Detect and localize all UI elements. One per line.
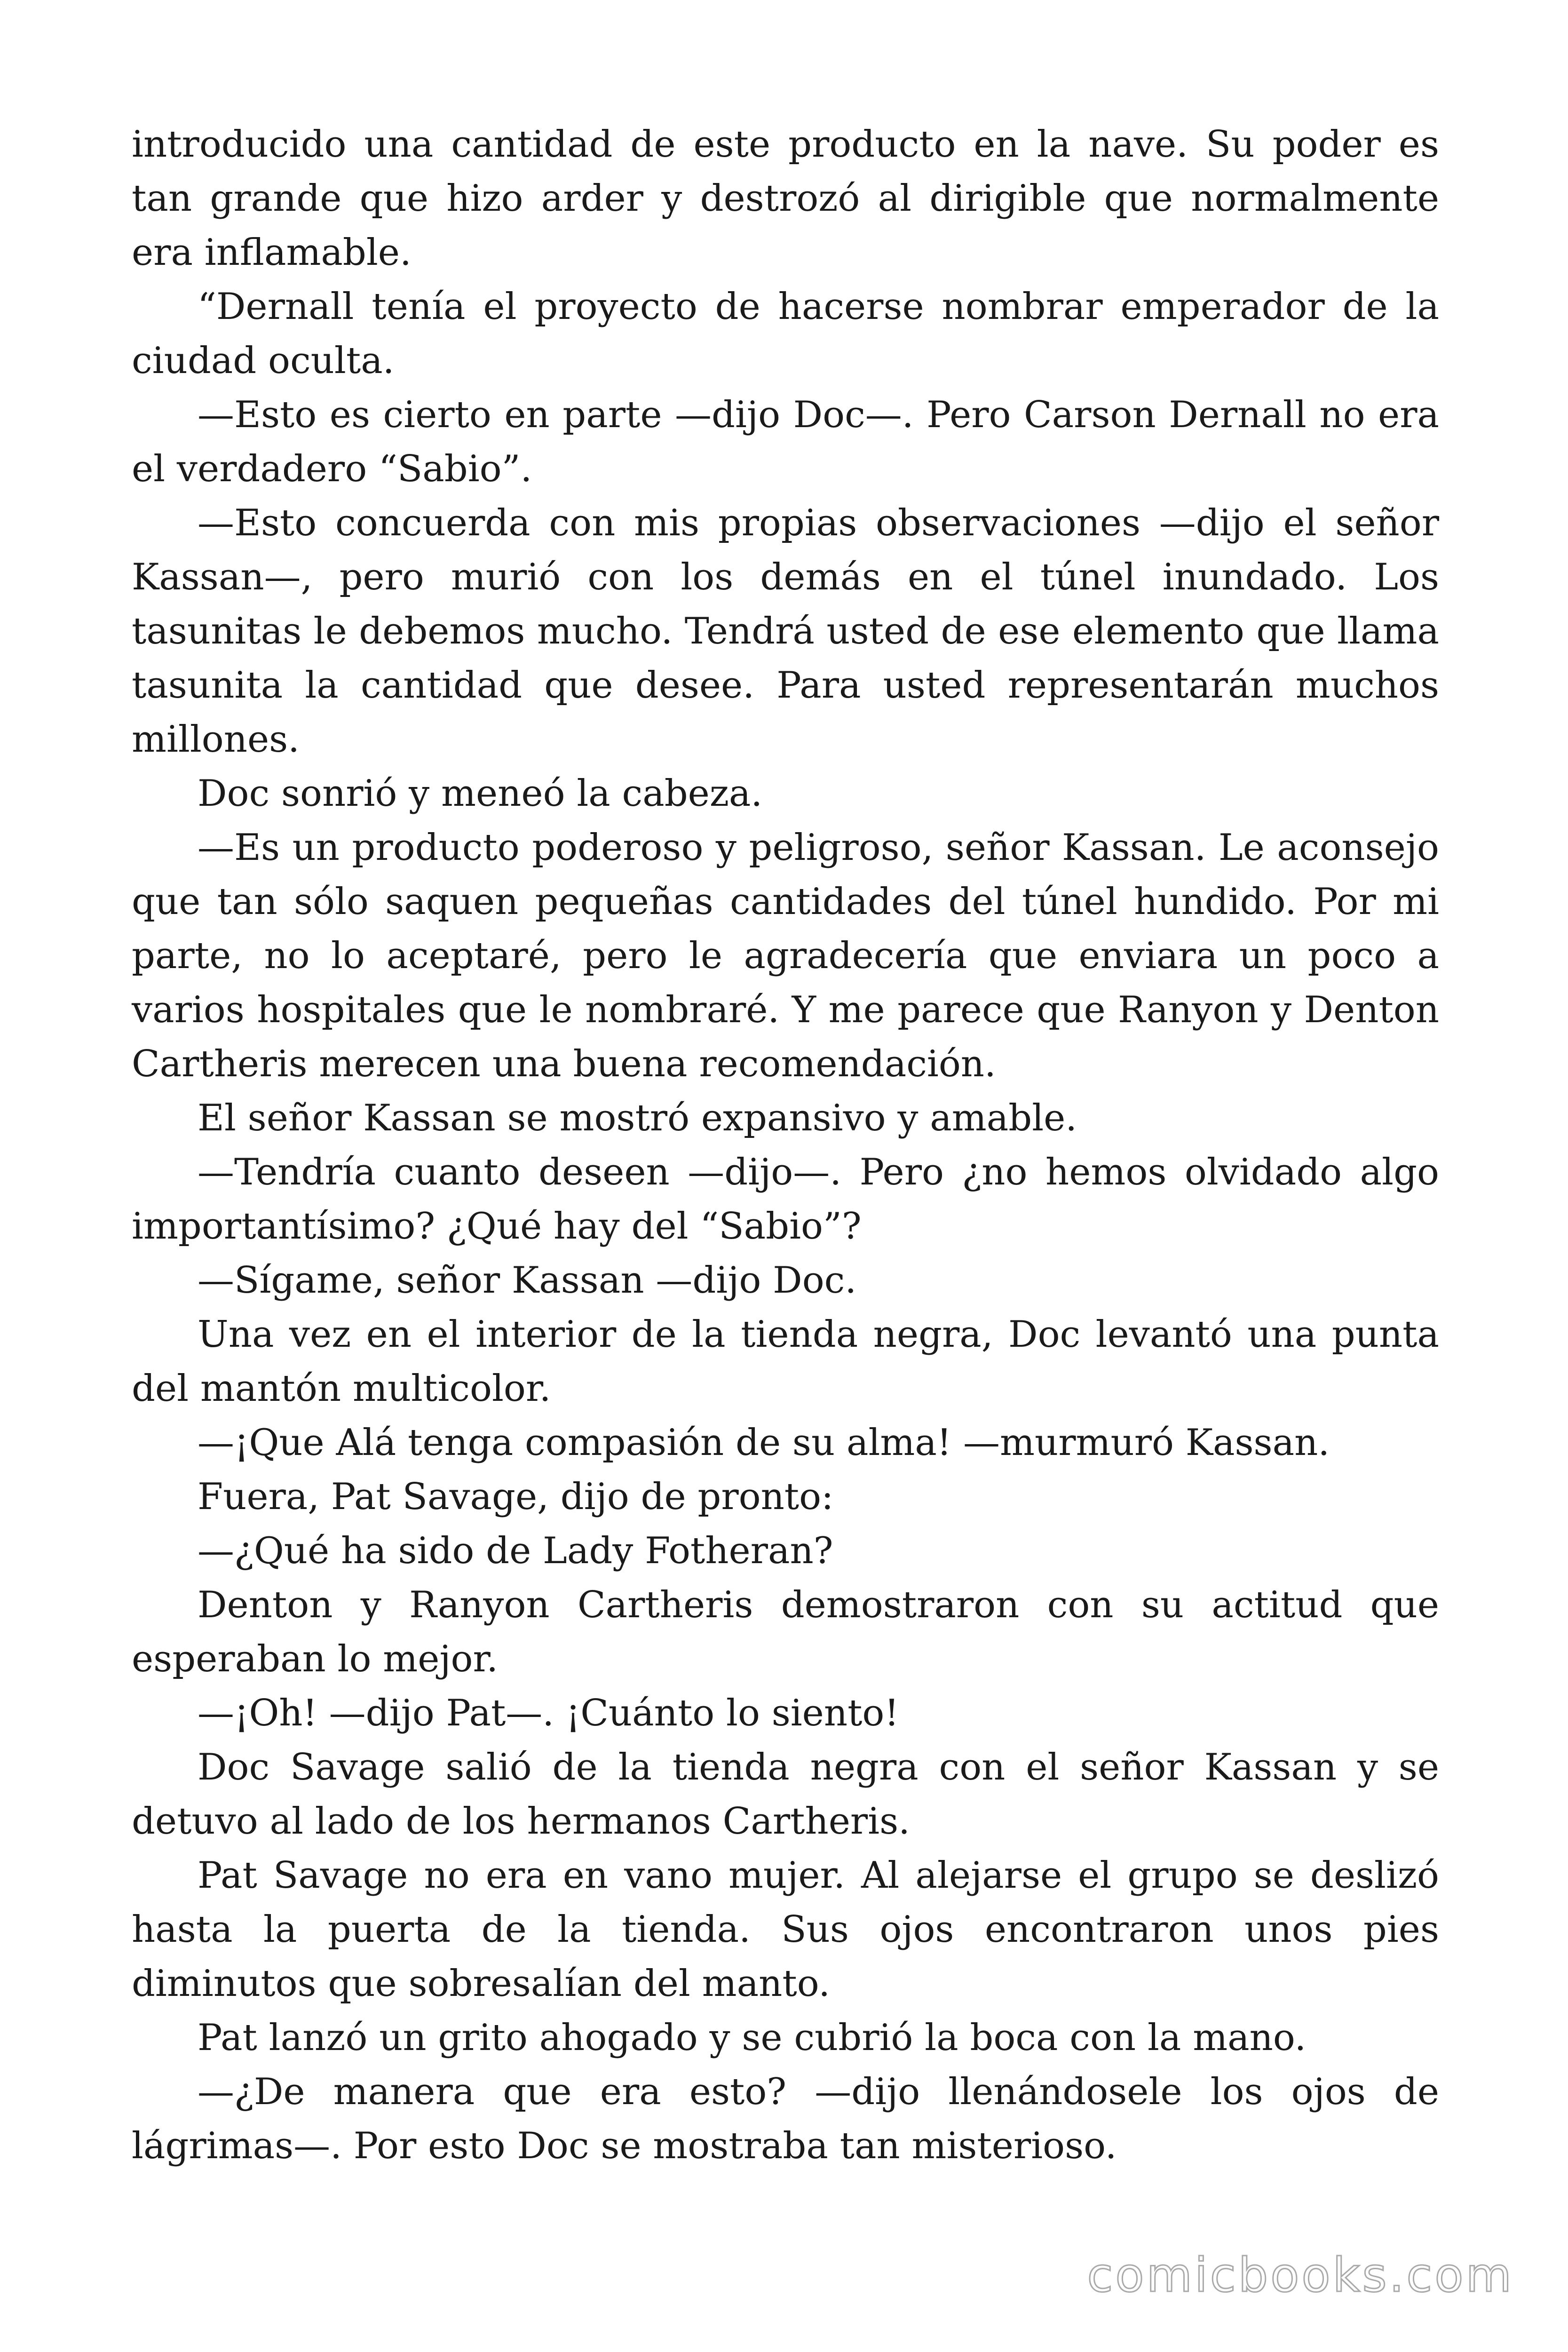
paragraph: —¿De manera que era esto? —dijo llenándosele los ojos de lágrimas—. Por esto Doc se mostraba tan misterioso. <box>132 2071 1439 2167</box>
watermark: comicbooks.com <box>1087 2248 1514 2303</box>
paragraph: Una vez en el interior de la tienda negra, Doc levantó una punta del mantón multicolor. <box>132 1313 1439 1410</box>
paragraph: Pat lanzó un grito ahogado y se cubrió la boca con la mano. <box>198 2017 1307 2059</box>
paragraph: introducido una cantidad de este producto en la nave. Su poder es tan grande que hizo arder y destrozó al dirigible que normalmente era inflamable. <box>132 123 1439 274</box>
paragraph: “Dernall tenía el proyecto de hacerse nombrar emperador de la ciudad oculta. <box>132 286 1439 382</box>
paragraph: —Es un producto poderoso y peligroso, señor Kassan. Le aconsejo que tan sólo saquen pequeñas cantidades del túnel hundido. Por mi parte, no lo aceptaré, pero le agradecería que enviara un poco a varios hospitales que le nombraré. Y me parece que Ranyon y Denton Cartheris merecen una buena recomendación. <box>132 826 1439 1085</box>
paragraph: Doc Savage salió de la tienda negra con el señor Kassan y se detuvo al lado de los hermanos Cartheris. <box>132 1746 1439 1843</box>
paragraph: Doc sonrió y meneó la cabeza. <box>198 772 763 815</box>
paragraph: —Tendría cuanto deseen —dijo—. Pero ¿no hemos olvidado algo importantísimo? ¿Qué hay del “Sabio”? <box>132 1151 1439 1248</box>
paragraph: —Esto es cierto en parte —dijo Doc—. Pero Carson Dernall no era el verdadero “Sabio”. <box>132 394 1439 490</box>
paragraph: —¿Qué ha sido de Lady Fotheran? <box>198 1530 833 1572</box>
paragraph: Denton y Ranyon Cartheris demostraron con su actitud que esperaban lo mejor. <box>132 1584 1439 1680</box>
paragraph: —¡Oh! —dijo Pat—. ¡Cuánto lo siento! <box>198 1692 899 1734</box>
paragraph: Pat Savage no era en vano mujer. Al alejarse el grupo se deslizó hasta la puerta de la tienda. Sus ojos encontraron unos pies diminutos que sobresalían del manto. <box>132 1854 1439 2005</box>
paragraph: —Sígame, señor Kassan —dijo Doc. <box>198 1259 857 1302</box>
paragraph: Fuera, Pat Savage, dijo de pronto: <box>198 1476 834 1518</box>
paragraph: —¡Que Alá tenga compasión de su alma! —murmuró Kassan. <box>198 1422 1330 1464</box>
paragraph: —Esto concuerda con mis propias observaciones —dijo el señor Kassan—, pero murió con los demás en el túnel inundado. Los tasunitas le debemos mucho. Tendrá usted de ese elemento que llama tasunita la cantidad que desee. Para usted representarán muchos millones. <box>132 502 1439 761</box>
paragraph: El señor Kassan se mostró expansivo y amable. <box>198 1097 1077 1139</box>
body-text <box>132 118 1439 2173</box>
